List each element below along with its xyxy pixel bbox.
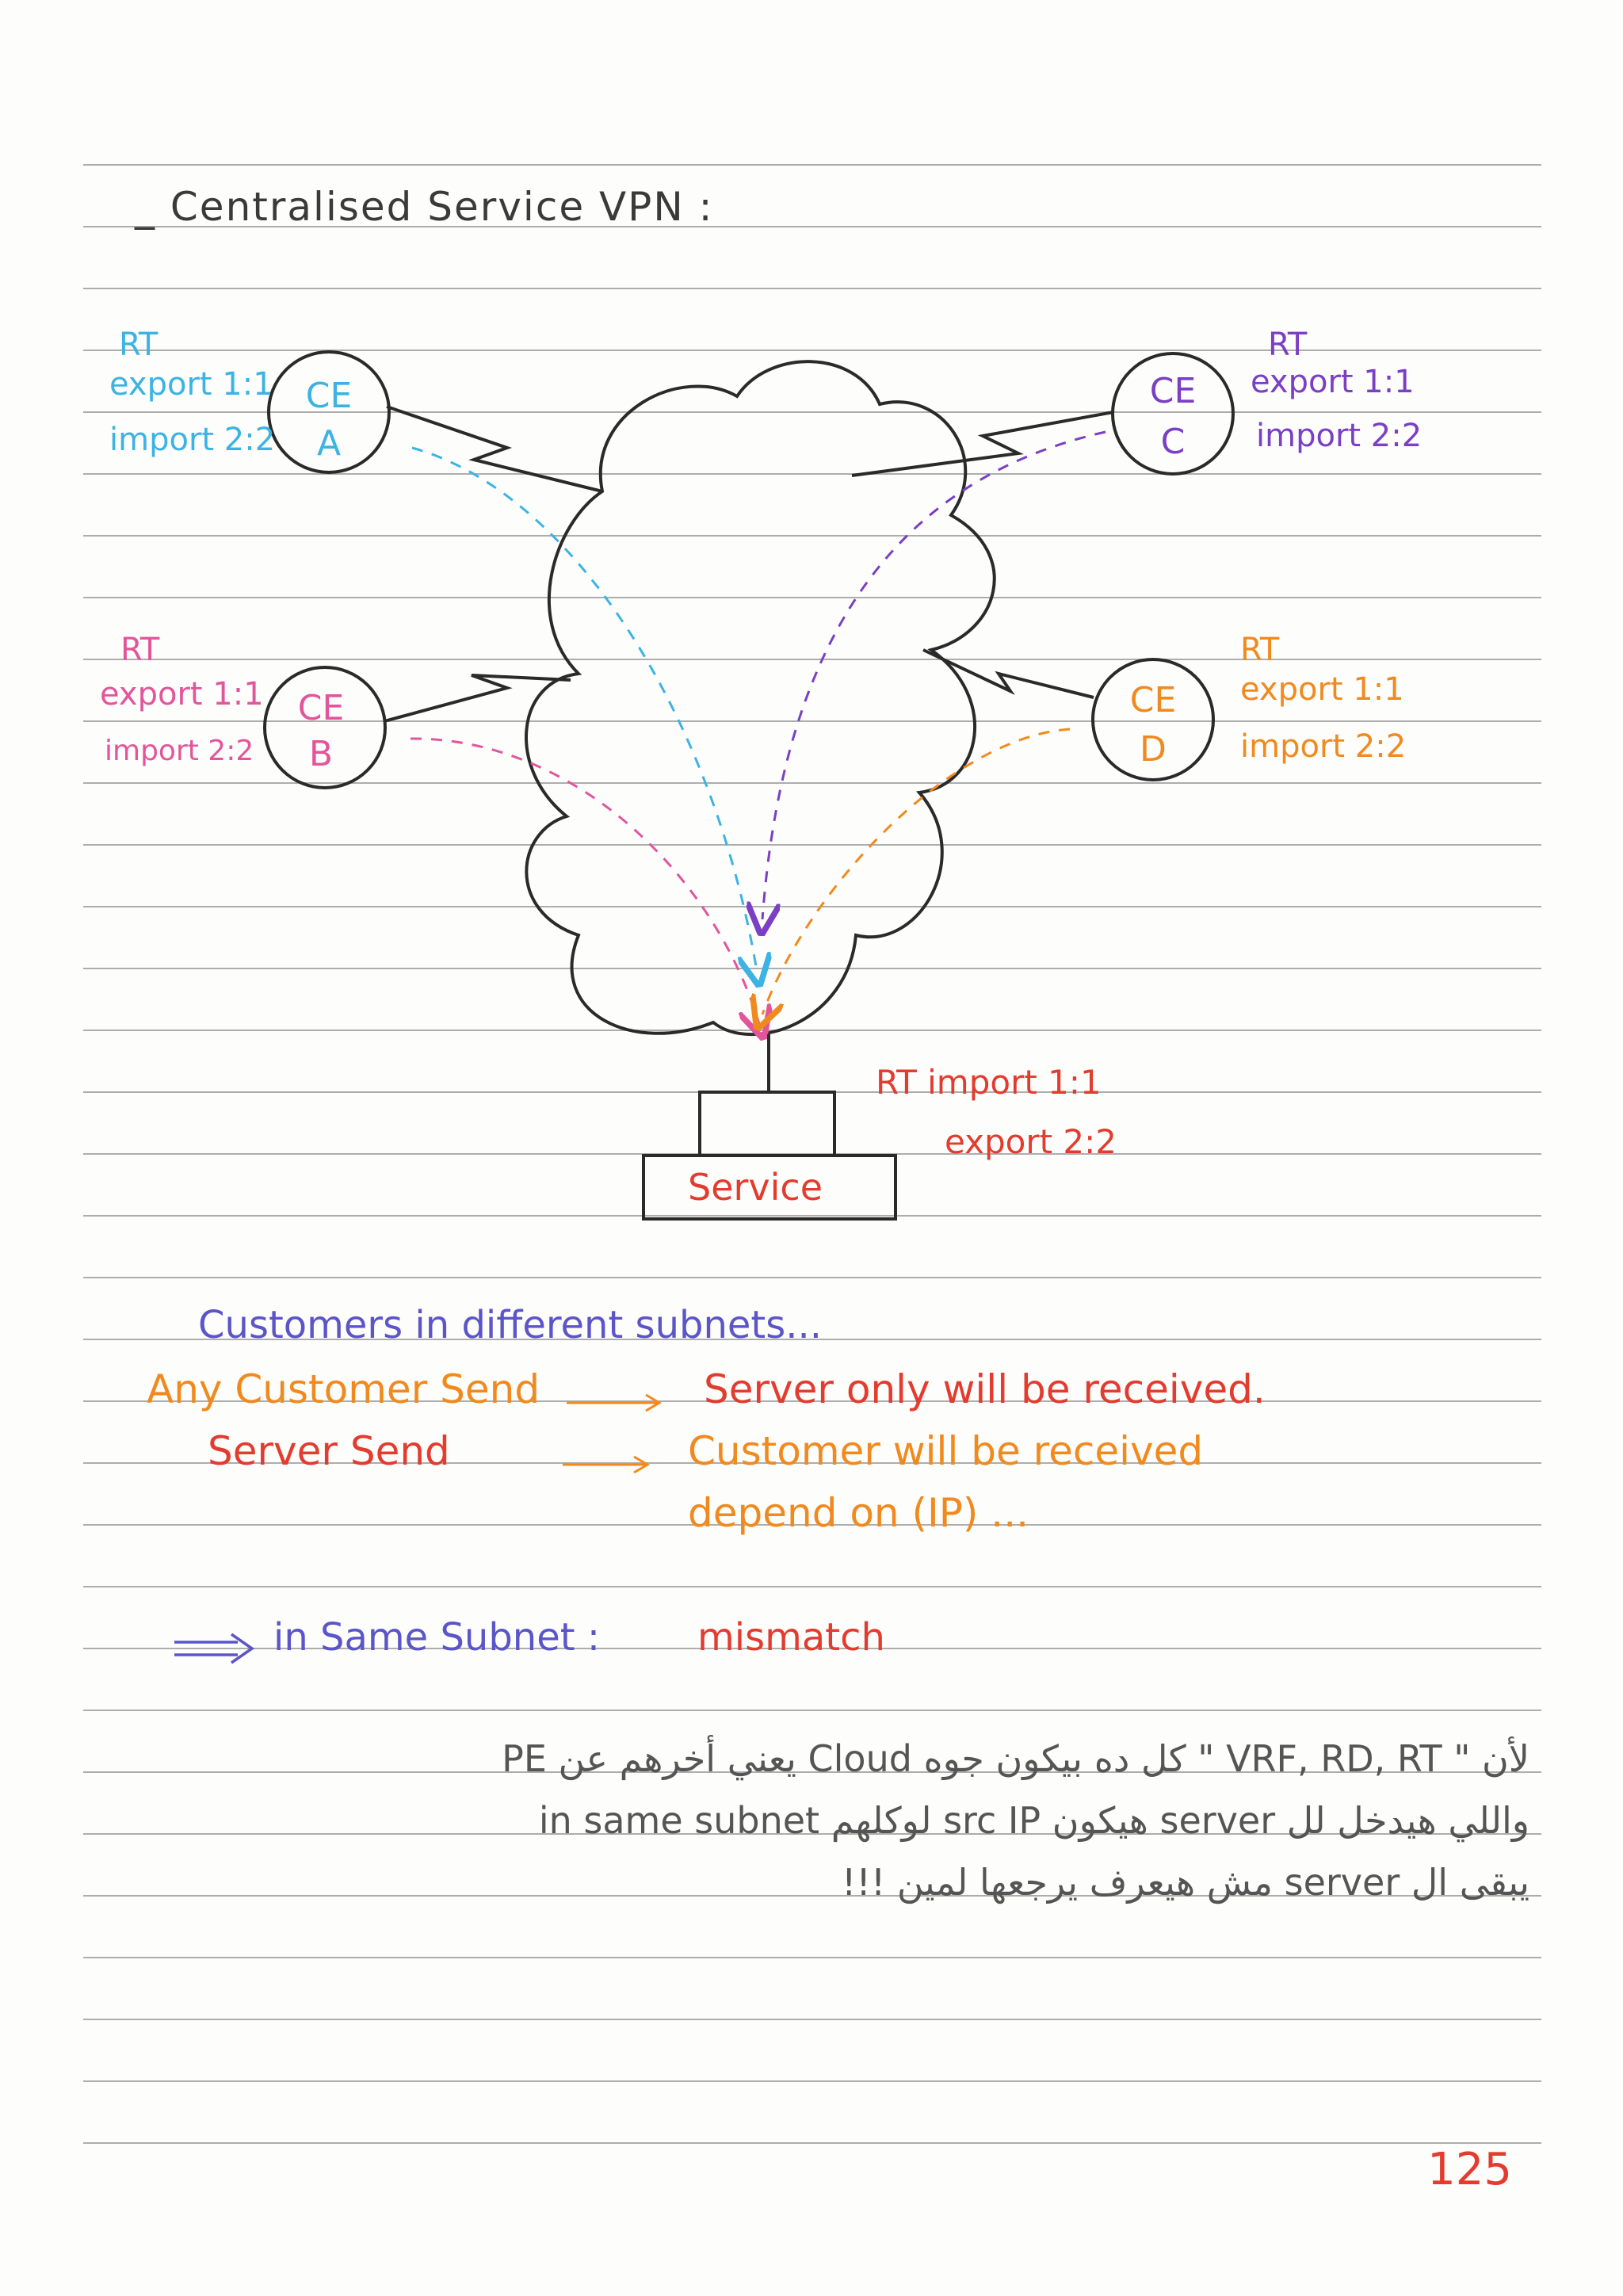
service-rt-import: RT import 1:1: [876, 1063, 1102, 1102]
ce-d-node-letter: D: [1140, 729, 1167, 770]
note-depend-on-ip: depend on (IP) ...: [688, 1490, 1029, 1536]
note-arrow-1: [567, 1395, 659, 1411]
note-server-received: Server only will be received.: [704, 1366, 1266, 1412]
service-rt-export: export 2:2: [945, 1122, 1117, 1161]
ce-b-node-label: CE: [297, 688, 345, 728]
flow-ce-d: [762, 729, 1070, 1014]
ce-d-node-label: CE: [1129, 680, 1177, 720]
ce-c-node-label: CE: [1149, 371, 1197, 411]
page-title: _ Centralised Service VPN :: [135, 184, 714, 230]
ce-b-export: export 1:1: [100, 676, 264, 712]
ce-a-node-label: CE: [305, 376, 353, 416]
ce-a-export: export 1:1: [109, 366, 273, 403]
ce-d-export: export 1:1: [1240, 671, 1404, 708]
ce-a-rt-label: RT: [119, 327, 158, 363]
cloud-shape: [526, 361, 995, 1034]
flow-ce-c: [762, 432, 1106, 919]
note-any-customer-send: Any Customer Send: [147, 1366, 540, 1412]
service-top-box: [700, 1092, 834, 1156]
ce-b-rt-label: RT: [120, 632, 160, 668]
link-ce-d: [923, 650, 1094, 697]
implies-arrow: [174, 1634, 252, 1663]
note-server-send: Server Send: [208, 1428, 450, 1474]
note-customers-subnets: Customers in different subnets...: [198, 1303, 823, 1347]
ce-b-node-letter: B: [308, 734, 334, 774]
ce-c-rt-label: RT: [1268, 327, 1308, 363]
ce-c-import: import 2:2: [1256, 418, 1423, 454]
note-mismatch: mismatch: [697, 1615, 885, 1660]
note-customer-received: Customer will be received: [688, 1428, 1204, 1474]
note-arrow-2: [563, 1457, 647, 1473]
arabic-line-1: لأن " VRF, RD, RT " كل ده بيكون جوه Cloud يعني أخرهم عن PE: [502, 1737, 1529, 1780]
ce-a-node-letter: A: [316, 423, 342, 464]
note-same-subnet-label: in Same Subnet :: [273, 1615, 601, 1660]
ce-c-node-letter: C: [1160, 422, 1186, 462]
flow-ce-a: [412, 448, 757, 971]
page-number: 125: [1427, 2144, 1512, 2195]
arabic-line-3: يبقى ال server مش هيعرف يرجعها لمين !!!: [841, 1861, 1529, 1904]
link-ce-c: [852, 412, 1113, 476]
arabic-line-2: واللي هيدخل لل server هيكون src IP لوكلهم in same subnet: [538, 1799, 1529, 1842]
link-ce-b: [384, 675, 571, 721]
ce-d-import: import 2:2: [1240, 728, 1407, 765]
ce-b-import: import 2:2: [105, 735, 254, 767]
ce-a-import: import 2:2: [109, 422, 276, 458]
ce-c-export: export 1:1: [1251, 364, 1415, 400]
service-label: Service: [688, 1166, 823, 1209]
flow-ce-b: [411, 739, 759, 1024]
ce-d-rt-label: RT: [1240, 632, 1280, 668]
